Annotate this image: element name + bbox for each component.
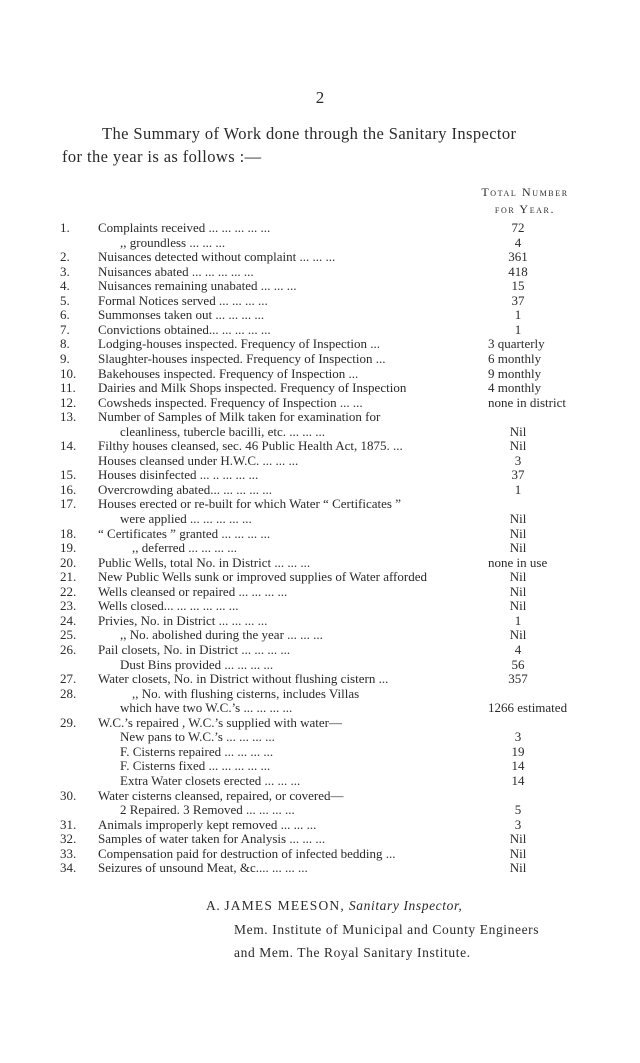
- row-number: 20.: [60, 554, 77, 570]
- row-label: Summonses taken out ... ... ... ...: [98, 307, 265, 323]
- row-number: 33.: [60, 845, 77, 861]
- table-row: [0, 569, 640, 584]
- row-value: 14: [511, 772, 525, 788]
- row-label: Seizures of unsound Meat, &c.... ... ... ...: [98, 860, 308, 876]
- row-value: 9 monthly: [488, 365, 542, 381]
- row-label: Pail closets, No. in District ... ... ... ...: [98, 642, 291, 657]
- row-label: Houses erected or re-built for which Water “ Certificates ”: [98, 496, 401, 512]
- row-label: Wells closed... ... ... ... ... ...: [98, 598, 239, 614]
- row-number: 27.: [60, 671, 77, 686]
- row-number: 26.: [60, 642, 77, 657]
- table-row: [0, 744, 640, 759]
- row-number: 9.: [60, 351, 70, 366]
- table-row: [0, 293, 640, 308]
- row-value: 72: [511, 220, 525, 235]
- table-row: [0, 831, 640, 846]
- table-row: [0, 467, 640, 482]
- table-row: [0, 584, 640, 599]
- table-row: [0, 409, 640, 424]
- row-label: Dairies and Milk Shops inspected. Frequency of Inspection: [98, 380, 407, 396]
- row-value: Nil: [509, 860, 527, 876]
- table-row: [0, 336, 640, 351]
- row-value: 1: [514, 612, 522, 628]
- table-row: [0, 758, 640, 773]
- row-number: 12.: [60, 394, 77, 410]
- table-row: [0, 307, 640, 322]
- row-label: Public Wells, total No. in District ... ... ...: [98, 554, 311, 570]
- row-value: 1: [514, 481, 522, 497]
- table-row: [0, 642, 640, 657]
- row-value: 1: [514, 321, 522, 337]
- row-number: 19.: [60, 540, 77, 556]
- row-value: 3: [514, 729, 522, 745]
- row-label: Overcrowding abated... ... ... ... ...: [98, 481, 273, 497]
- row-value: 37: [511, 292, 525, 308]
- row-label: New pans to W.C.’s ... ... ... ...: [120, 729, 275, 745]
- row-value: none in district: [488, 394, 566, 410]
- signature-affiliation-2: and Mem. The Royal Sanitary Institute.: [234, 945, 471, 960]
- row-value: 4 monthly: [488, 380, 542, 396]
- row-value: 5: [514, 802, 522, 817]
- row-value: Nil: [509, 583, 527, 599]
- row-value: Nil: [509, 525, 527, 541]
- row-number: 13.: [60, 409, 77, 425]
- row-number: 14.: [60, 438, 77, 454]
- row-label: Bakehouses inspected. Frequency of Inspection ...: [98, 365, 359, 381]
- table-row: [0, 220, 640, 235]
- row-value: Nil: [509, 438, 527, 454]
- row-value: Nil: [509, 423, 527, 439]
- row-number: 3.: [60, 263, 70, 279]
- row-label: Animals improperly kept removed ... ... ...: [98, 816, 317, 832]
- table-row: [0, 802, 640, 817]
- row-label: Compensation paid for destruction of infected bedding ...: [98, 845, 396, 861]
- table-row: [0, 511, 640, 526]
- row-number: 10.: [60, 365, 77, 381]
- row-value: Nil: [509, 598, 527, 614]
- table-row: [0, 453, 640, 468]
- table-row: [0, 860, 640, 875]
- row-label: cleanliness, tubercle bacilli, etc. ... ... ...: [120, 423, 326, 439]
- table-row: [0, 715, 640, 730]
- row-value: 15: [511, 278, 525, 294]
- row-number: 5.: [60, 292, 70, 308]
- row-value: Nil: [509, 511, 527, 526]
- row-value: 3: [514, 452, 522, 468]
- row-label: 2 Repaired. 3 Removed ... ... ... ...: [120, 802, 295, 817]
- table-row: [0, 555, 640, 570]
- row-value: 14: [511, 758, 525, 774]
- row-number: 25.: [60, 627, 77, 643]
- row-number: 17.: [60, 496, 77, 512]
- row-value: 19: [511, 743, 525, 759]
- row-value: 418: [508, 263, 528, 279]
- column-header-line-1: Total Number: [481, 185, 569, 199]
- row-label: Privies, No. in District ... ... ... ...: [98, 612, 268, 628]
- table-row: [0, 496, 640, 511]
- signature-initial: A.: [206, 898, 221, 913]
- row-label: Dust Bins provided ... ... ... ...: [120, 656, 274, 672]
- row-number: 31.: [60, 816, 77, 832]
- column-header-line-2: for Year.: [494, 202, 556, 216]
- row-number: 7.: [60, 321, 70, 337]
- row-label: New Public Wells sunk or improved supplies of Water afforded: [98, 569, 427, 585]
- signature-title: Sanitary Inspector,: [348, 898, 463, 913]
- row-label: Water closets, No. in District without flushing cistern ...: [98, 671, 389, 686]
- row-label: Wells cleansed or repaired ... ... ... ...: [98, 583, 288, 599]
- table-row: [0, 700, 640, 715]
- row-label: Cowsheds inspected. Frequency of Inspection ... ...: [98, 394, 363, 410]
- row-number: 18.: [60, 525, 77, 541]
- table-row: [0, 351, 640, 366]
- table-row: [0, 278, 640, 293]
- row-label: “ Certificates ” granted ... ... ... ...: [98, 525, 271, 541]
- row-label: Houses cleansed under H.W.C. ... ... ...: [98, 452, 299, 468]
- row-number: 21.: [60, 569, 77, 585]
- row-value: 6 monthly: [488, 351, 542, 366]
- table-row: [0, 788, 640, 803]
- table-row: [0, 438, 640, 453]
- table-row: [0, 598, 640, 613]
- row-number: 15.: [60, 467, 77, 483]
- row-value: Nil: [509, 627, 527, 643]
- row-value: 4: [514, 234, 522, 250]
- row-number: 34.: [60, 860, 77, 876]
- table-row: [0, 526, 640, 541]
- row-number: 6.: [60, 307, 70, 323]
- table-row: [0, 686, 640, 701]
- table-row: [0, 817, 640, 832]
- row-label: Complaints received ... ... ... ... ...: [98, 220, 271, 235]
- page-number: 2: [315, 88, 325, 107]
- table-row: [0, 322, 640, 337]
- row-number: 23.: [60, 598, 77, 614]
- row-label: W.C.’s repaired , W.C.’s supplied with water—: [98, 714, 342, 730]
- row-value: 3 quarterly: [488, 336, 545, 352]
- row-value: 1: [514, 307, 522, 323]
- table-row: [0, 729, 640, 744]
- intro-line-2: for the year is as follows :—: [62, 147, 262, 166]
- table-row: [0, 613, 640, 628]
- table-row: [0, 380, 640, 395]
- table-row: [0, 249, 640, 264]
- row-value: 357: [508, 671, 528, 686]
- row-value: 1266 estimated: [488, 700, 568, 716]
- row-value: 56: [511, 656, 525, 672]
- row-value: none in use: [488, 554, 548, 570]
- row-label: were applied ... ... ... ... ...: [120, 511, 252, 526]
- row-number: 2.: [60, 249, 70, 265]
- signature-affiliation-1: Mem. Institute of Municipal and County Engineers: [234, 922, 540, 937]
- row-label: ,, deferred ... ... ... ...: [132, 540, 238, 556]
- row-label: F. Cisterns fixed ... ... ... ... ...: [120, 758, 271, 774]
- intro-line-1: The Summary of Work done through the Sanitary Inspector: [102, 124, 517, 143]
- table-row: [0, 657, 640, 672]
- row-number: 4.: [60, 278, 70, 294]
- row-label: ,, groundless ... ... ...: [120, 234, 226, 250]
- table-row: [0, 671, 640, 686]
- row-value: 3: [514, 816, 522, 832]
- row-number: 22.: [60, 583, 77, 599]
- row-label: Lodging-houses inspected. Frequency of Inspection ...: [98, 336, 380, 352]
- row-value: 37: [511, 467, 525, 483]
- row-label: ,, No. with flushing cisterns, includes Villas: [132, 685, 360, 701]
- row-label: Formal Notices served ... ... ... ...: [98, 292, 268, 308]
- row-value: Nil: [509, 845, 527, 861]
- table-row: [0, 264, 640, 279]
- row-number: 8.: [60, 336, 70, 352]
- row-number: 1.: [60, 220, 70, 235]
- table-row: [0, 627, 640, 642]
- row-label: Nuisances abated ... ... ... ... ...: [98, 263, 254, 279]
- row-number: 28.: [60, 685, 77, 701]
- table-row: [0, 235, 640, 250]
- table-row: [0, 424, 640, 439]
- signature-line: [206, 898, 462, 914]
- row-value: Nil: [509, 569, 527, 585]
- row-label: Nuisances remaining unabated ... ... ...: [98, 278, 297, 294]
- table-row: [0, 540, 640, 555]
- row-label: Water cisterns cleansed, repaired, or covered—: [98, 787, 344, 803]
- row-value: 4: [514, 642, 522, 657]
- table-row: [0, 773, 640, 788]
- row-number: 30.: [60, 787, 77, 803]
- row-label: Convictions obtained... ... ... ... ...: [98, 321, 271, 337]
- row-value: Nil: [509, 540, 527, 556]
- row-label: Extra Water closets erected ... ... ...: [120, 772, 301, 788]
- row-number: 29.: [60, 714, 77, 730]
- row-number: 16.: [60, 481, 77, 497]
- signature-name: JAMES MEESON,: [224, 898, 345, 913]
- row-value: 361: [508, 249, 528, 265]
- row-label: Samples of water taken for Analysis ... ... ...: [98, 831, 326, 847]
- row-number: 32.: [60, 831, 77, 847]
- row-label: Filthy houses cleansed, sec. 46 Public Health Act, 1875. ...: [98, 438, 403, 454]
- table-row: [0, 395, 640, 410]
- row-value: Nil: [509, 831, 527, 847]
- row-number: 11.: [60, 380, 76, 396]
- table-row: [0, 482, 640, 497]
- table-row: [0, 846, 640, 861]
- row-number: 24.: [60, 612, 77, 628]
- row-label: ,, No. abolished during the year ... ... ...: [120, 627, 323, 643]
- row-label: which have two W.C.’s ... ... ... ...: [120, 700, 293, 716]
- row-label: Number of Samples of Milk taken for examination for: [98, 409, 381, 425]
- row-label: F. Cisterns repaired ... ... ... ...: [120, 743, 274, 759]
- row-label: Houses disinfected ... .. ... ... ...: [98, 467, 259, 483]
- row-label: Nuisances detected without complaint ... ... ...: [98, 249, 336, 265]
- table-row: [0, 366, 640, 381]
- row-label: Slaughter-houses inspected. Frequency of Inspection ...: [98, 351, 386, 366]
